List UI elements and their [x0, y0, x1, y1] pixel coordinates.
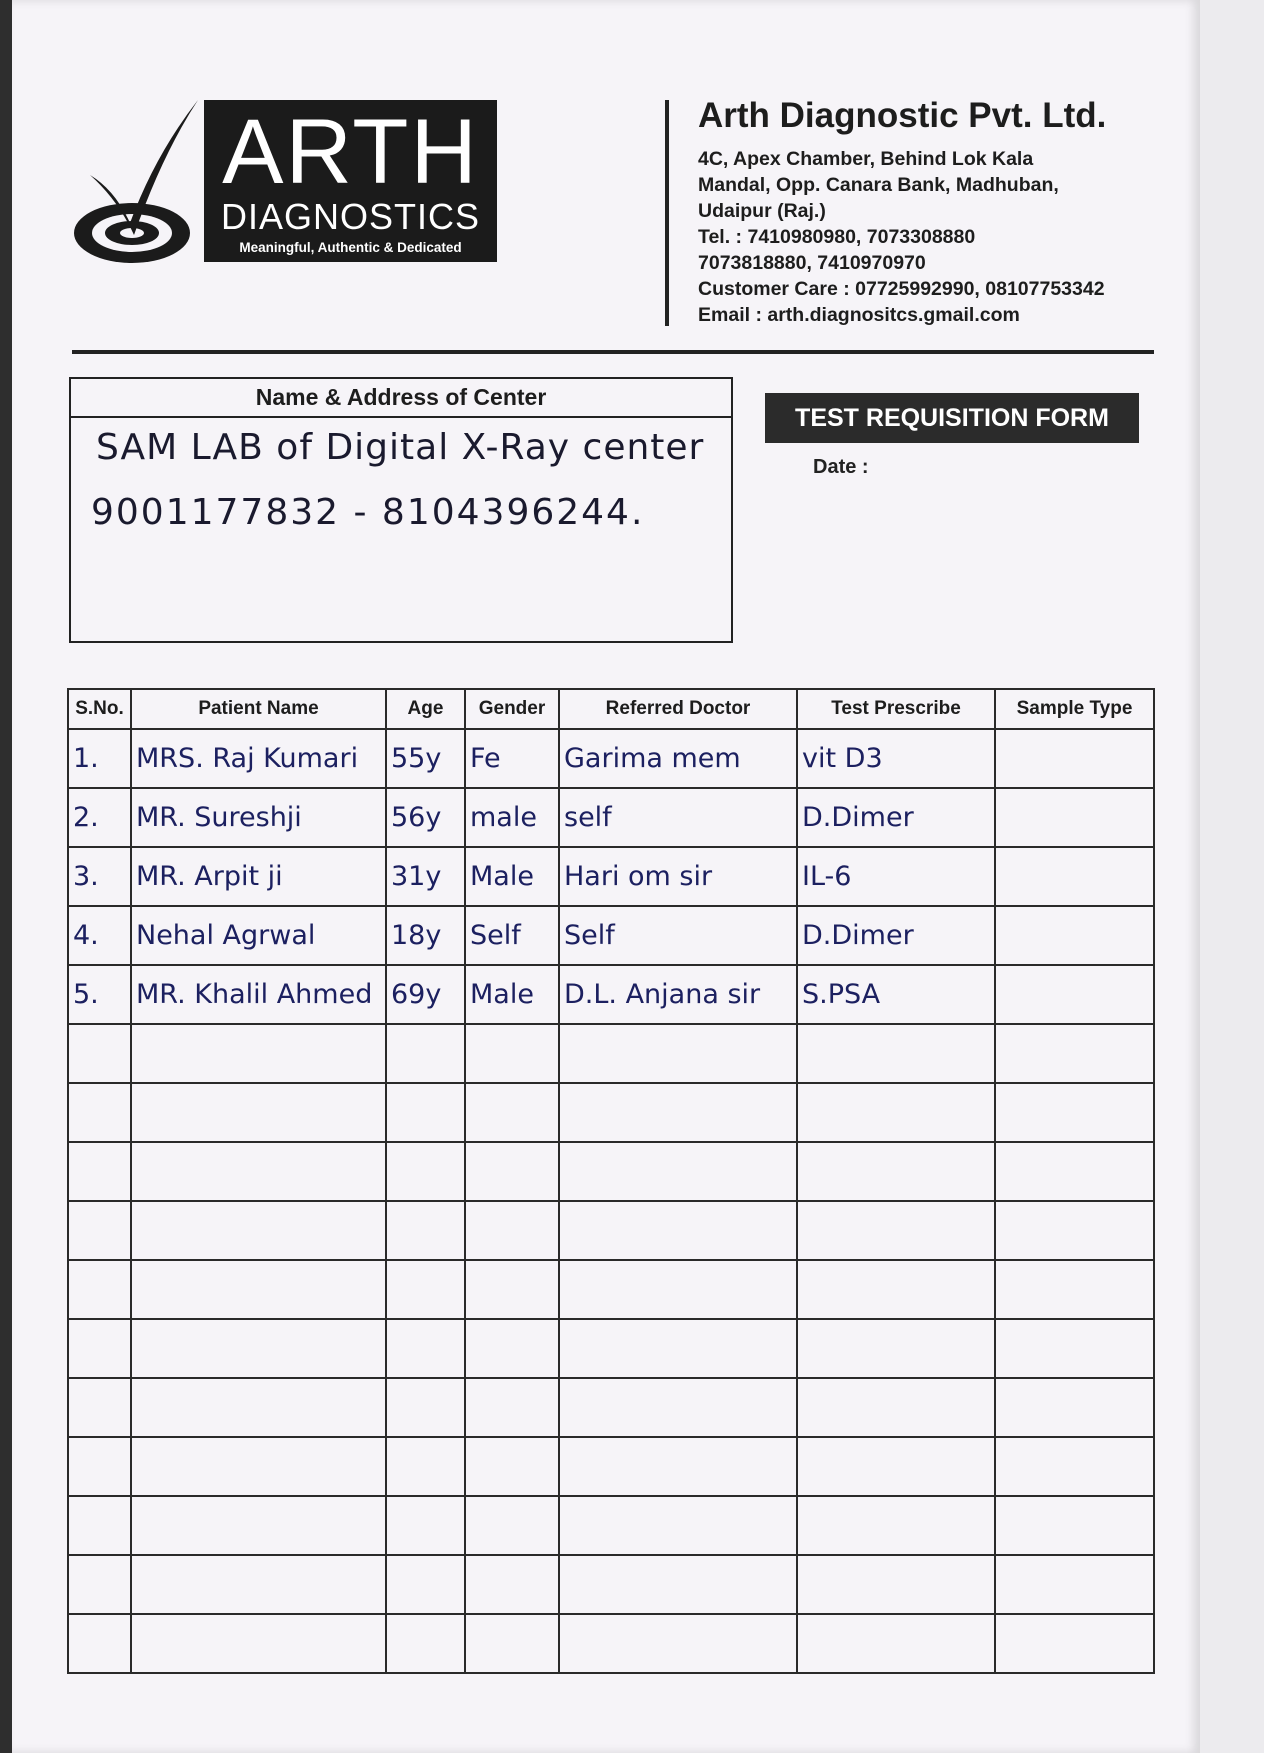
- sample-type-cell[interactable]: [995, 1614, 1154, 1673]
- test-prescribe-cell[interactable]: [797, 1437, 995, 1496]
- sno-cell[interactable]: [68, 1319, 131, 1378]
- age-cell[interactable]: [386, 1378, 465, 1437]
- telephone-line: Tel. : 7410980980, 7073308880: [698, 226, 976, 248]
- test-prescribe-cell[interactable]: D.Dimer: [797, 906, 995, 965]
- patient-name-cell[interactable]: [131, 1437, 386, 1496]
- patient-name-cell[interactable]: [131, 1201, 386, 1260]
- sample-type-cell[interactable]: [995, 1083, 1154, 1142]
- age-cell[interactable]: 56y: [386, 788, 465, 847]
- sno-cell[interactable]: [68, 1260, 131, 1319]
- sample-type-cell[interactable]: [995, 1319, 1154, 1378]
- table-row: [68, 1319, 1154, 1378]
- sample-type-cell[interactable]: [995, 1142, 1154, 1201]
- test-prescribe-cell[interactable]: [797, 1319, 995, 1378]
- sample-type-cell[interactable]: [995, 1260, 1154, 1319]
- referred-doctor-cell[interactable]: [559, 1614, 797, 1673]
- sno-cell[interactable]: [68, 1378, 131, 1437]
- customer-care-line: Customer Care : 07725992990, 08107753342: [698, 278, 1105, 300]
- table-row: [68, 1201, 1154, 1260]
- referred-doctor-cell[interactable]: Hari om sir: [559, 847, 797, 906]
- sno-cell[interactable]: [68, 1555, 131, 1614]
- gender-cell[interactable]: Male: [465, 847, 559, 906]
- age-cell[interactable]: [386, 1555, 465, 1614]
- test-prescribe-cell[interactable]: [797, 1614, 995, 1673]
- test-prescribe-cell[interactable]: [797, 1555, 995, 1614]
- referred-doctor-cell[interactable]: [559, 1378, 797, 1437]
- table-row: [68, 1437, 1154, 1496]
- patient-name-cell[interactable]: [131, 1496, 386, 1555]
- referred-doctor-cell[interactable]: [559, 1319, 797, 1378]
- header-gender: Gender: [465, 689, 559, 729]
- form-paper: [12, 0, 1200, 1753]
- age-cell[interactable]: [386, 1083, 465, 1142]
- age-cell[interactable]: [386, 1142, 465, 1201]
- test-prescribe-cell[interactable]: [797, 1142, 995, 1201]
- referred-doctor-cell[interactable]: self: [559, 788, 797, 847]
- header-referred-doctor: Referred Doctor: [559, 689, 797, 729]
- age-cell[interactable]: [386, 1024, 465, 1083]
- table-row: [68, 1496, 1154, 1555]
- test-prescribe-cell[interactable]: S.PSA: [797, 965, 995, 1024]
- sample-type-cell[interactable]: [995, 1555, 1154, 1614]
- gender-cell[interactable]: [465, 1437, 559, 1496]
- gender-cell[interactable]: [465, 1319, 559, 1378]
- sno-cell[interactable]: [68, 1614, 131, 1673]
- patient-name-cell[interactable]: [131, 1024, 386, 1083]
- referred-doctor-cell[interactable]: [559, 1260, 797, 1319]
- test-prescribe-cell[interactable]: [797, 1201, 995, 1260]
- age-cell[interactable]: [386, 1201, 465, 1260]
- age-cell[interactable]: [386, 1260, 465, 1319]
- gender-cell[interactable]: [465, 1024, 559, 1083]
- gender-cell[interactable]: male: [465, 788, 559, 847]
- date-label: Date :: [813, 456, 869, 478]
- sample-type-cell[interactable]: [995, 1378, 1154, 1437]
- sno-cell[interactable]: [68, 1024, 131, 1083]
- gender-cell[interactable]: [465, 1555, 559, 1614]
- age-cell[interactable]: [386, 1437, 465, 1496]
- table-row: [68, 965, 1154, 1024]
- age-cell[interactable]: 69y: [386, 965, 465, 1024]
- referred-doctor-cell[interactable]: [559, 1024, 797, 1083]
- age-cell[interactable]: [386, 1319, 465, 1378]
- sno-cell[interactable]: [68, 1437, 131, 1496]
- logo-wordmark: ARTH: [222, 101, 479, 203]
- email-line: Email : arth.diagnositcs.gmail.com: [698, 304, 1020, 326]
- patient-name-cell[interactable]: MR. Khalil Ahmed: [131, 965, 386, 1024]
- address-line: Udaipur (Raj.): [698, 200, 826, 222]
- patient-name-cell[interactable]: Nehal Agrwal: [131, 906, 386, 965]
- referred-doctor-cell[interactable]: [559, 1142, 797, 1201]
- test-prescribe-cell[interactable]: [797, 1024, 995, 1083]
- age-cell[interactable]: [386, 1614, 465, 1673]
- patient-name-cell[interactable]: [131, 1378, 386, 1437]
- referred-doctor-cell[interactable]: Garima mem: [559, 729, 797, 788]
- sno-cell[interactable]: 5.: [68, 965, 131, 1024]
- sno-cell[interactable]: [68, 1201, 131, 1260]
- referred-doctor-cell[interactable]: Self: [559, 906, 797, 965]
- patient-name-cell[interactable]: MR. Arpit ji: [131, 847, 386, 906]
- referred-doctor-cell[interactable]: [559, 1201, 797, 1260]
- table-row: [68, 1614, 1154, 1673]
- patient-name-cell[interactable]: [131, 1614, 386, 1673]
- table-header-row: [68, 689, 1154, 729]
- target-check-logo-icon: [70, 95, 200, 265]
- sample-type-cell[interactable]: [995, 788, 1154, 847]
- sample-type-cell[interactable]: [995, 847, 1154, 906]
- table-row: [68, 788, 1154, 847]
- patient-name-cell[interactable]: [131, 1142, 386, 1201]
- gender-cell[interactable]: [465, 1201, 559, 1260]
- header-rule: [72, 350, 1154, 354]
- sample-type-cell[interactable]: [995, 729, 1154, 788]
- test-prescribe-cell[interactable]: IL-6: [797, 847, 995, 906]
- referred-doctor-cell[interactable]: [559, 1083, 797, 1142]
- sample-type-cell[interactable]: [995, 1201, 1154, 1260]
- logo-tagline: Meaningful, Authentic & Dedicated: [239, 240, 462, 255]
- header-divider: [665, 100, 669, 326]
- patient-name-cell[interactable]: [131, 1319, 386, 1378]
- test-prescribe-cell[interactable]: [797, 1378, 995, 1437]
- patient-table: [67, 688, 1155, 1674]
- sample-type-cell[interactable]: [995, 906, 1154, 965]
- patient-name-cell[interactable]: [131, 1555, 386, 1614]
- referred-doctor-cell[interactable]: [559, 1555, 797, 1614]
- table-row: [68, 1083, 1154, 1142]
- sample-type-cell[interactable]: [995, 1437, 1154, 1496]
- table-row: [68, 1555, 1154, 1614]
- patient-name-cell[interactable]: MRS. Raj Kumari: [131, 729, 386, 788]
- center-phone-handwritten[interactable]: 9001177832 - 8104396244.: [91, 492, 645, 533]
- gender-cell[interactable]: [465, 1614, 559, 1673]
- gender-cell[interactable]: [465, 1083, 559, 1142]
- center-address-box: [69, 377, 733, 643]
- test-prescribe-cell[interactable]: D.Dimer: [797, 788, 995, 847]
- sno-cell[interactable]: 2.: [68, 788, 131, 847]
- gender-cell[interactable]: [465, 1260, 559, 1319]
- gender-cell[interactable]: [465, 1378, 559, 1437]
- patient-name-cell[interactable]: MR. Sureshji: [131, 788, 386, 847]
- center-name-handwritten[interactable]: SAM LAB of Digital X-Ray center: [96, 427, 705, 468]
- gender-cell[interactable]: Male: [465, 965, 559, 1024]
- test-prescribe-cell[interactable]: [797, 1496, 995, 1555]
- header-age: Age: [386, 689, 465, 729]
- test-prescribe-cell[interactable]: vit D3: [797, 729, 995, 788]
- sno-cell[interactable]: [68, 1142, 131, 1201]
- form-title: TEST REQUISITION FORM: [765, 393, 1139, 443]
- table-row: [68, 1378, 1154, 1437]
- gender-cell[interactable]: Self: [465, 906, 559, 965]
- age-cell[interactable]: 18y: [386, 906, 465, 965]
- table-row: [68, 1024, 1154, 1083]
- sno-cell[interactable]: 4.: [68, 906, 131, 965]
- telephone-line: 7073818880, 7410970970: [698, 252, 926, 274]
- age-cell[interactable]: 55y: [386, 729, 465, 788]
- table-row: [68, 729, 1154, 788]
- patient-name-cell[interactable]: [131, 1083, 386, 1142]
- age-cell[interactable]: 31y: [386, 847, 465, 906]
- table-row: [68, 1260, 1154, 1319]
- age-cell[interactable]: [386, 1496, 465, 1555]
- gender-cell[interactable]: [465, 1496, 559, 1555]
- header-test-prescribe: Test Prescribe: [797, 689, 995, 729]
- test-prescribe-cell[interactable]: [797, 1260, 995, 1319]
- sno-cell[interactable]: 3.: [68, 847, 131, 906]
- background-strip: [1200, 0, 1264, 1753]
- center-heading: Name & Address of Center: [71, 379, 731, 418]
- table-row: [68, 906, 1154, 965]
- sample-type-cell[interactable]: [995, 1496, 1154, 1555]
- test-prescribe-cell[interactable]: [797, 1083, 995, 1142]
- company-name: Arth Diagnostic Pvt. Ltd.: [698, 96, 1107, 135]
- logo-subtitle: DIAGNOSTICS: [220, 196, 481, 237]
- sno-cell[interactable]: 1.: [68, 729, 131, 788]
- header-sample-type: Sample Type: [995, 689, 1154, 729]
- logo-wordmark-box: [204, 100, 497, 262]
- table-row: [68, 847, 1154, 906]
- patient-name-cell[interactable]: [131, 1260, 386, 1319]
- referred-doctor-cell[interactable]: D.L. Anjana sir: [559, 965, 797, 1024]
- table-row: [68, 1142, 1154, 1201]
- sample-type-cell[interactable]: [995, 1024, 1154, 1083]
- address-line: 4C, Apex Chamber, Behind Lok Kala: [698, 148, 1034, 170]
- referred-doctor-cell[interactable]: [559, 1496, 797, 1555]
- company-details: [698, 96, 1106, 328]
- header-sno: S.No.: [68, 689, 131, 729]
- header-patient-name: Patient Name: [131, 689, 386, 729]
- sno-cell[interactable]: [68, 1496, 131, 1555]
- referred-doctor-cell[interactable]: [559, 1437, 797, 1496]
- gender-cell[interactable]: Fe: [465, 729, 559, 788]
- sno-cell[interactable]: [68, 1083, 131, 1142]
- gender-cell[interactable]: [465, 1142, 559, 1201]
- address-line: Mandal, Opp. Canara Bank, Madhuban,: [698, 174, 1059, 196]
- sample-type-cell[interactable]: [995, 965, 1154, 1024]
